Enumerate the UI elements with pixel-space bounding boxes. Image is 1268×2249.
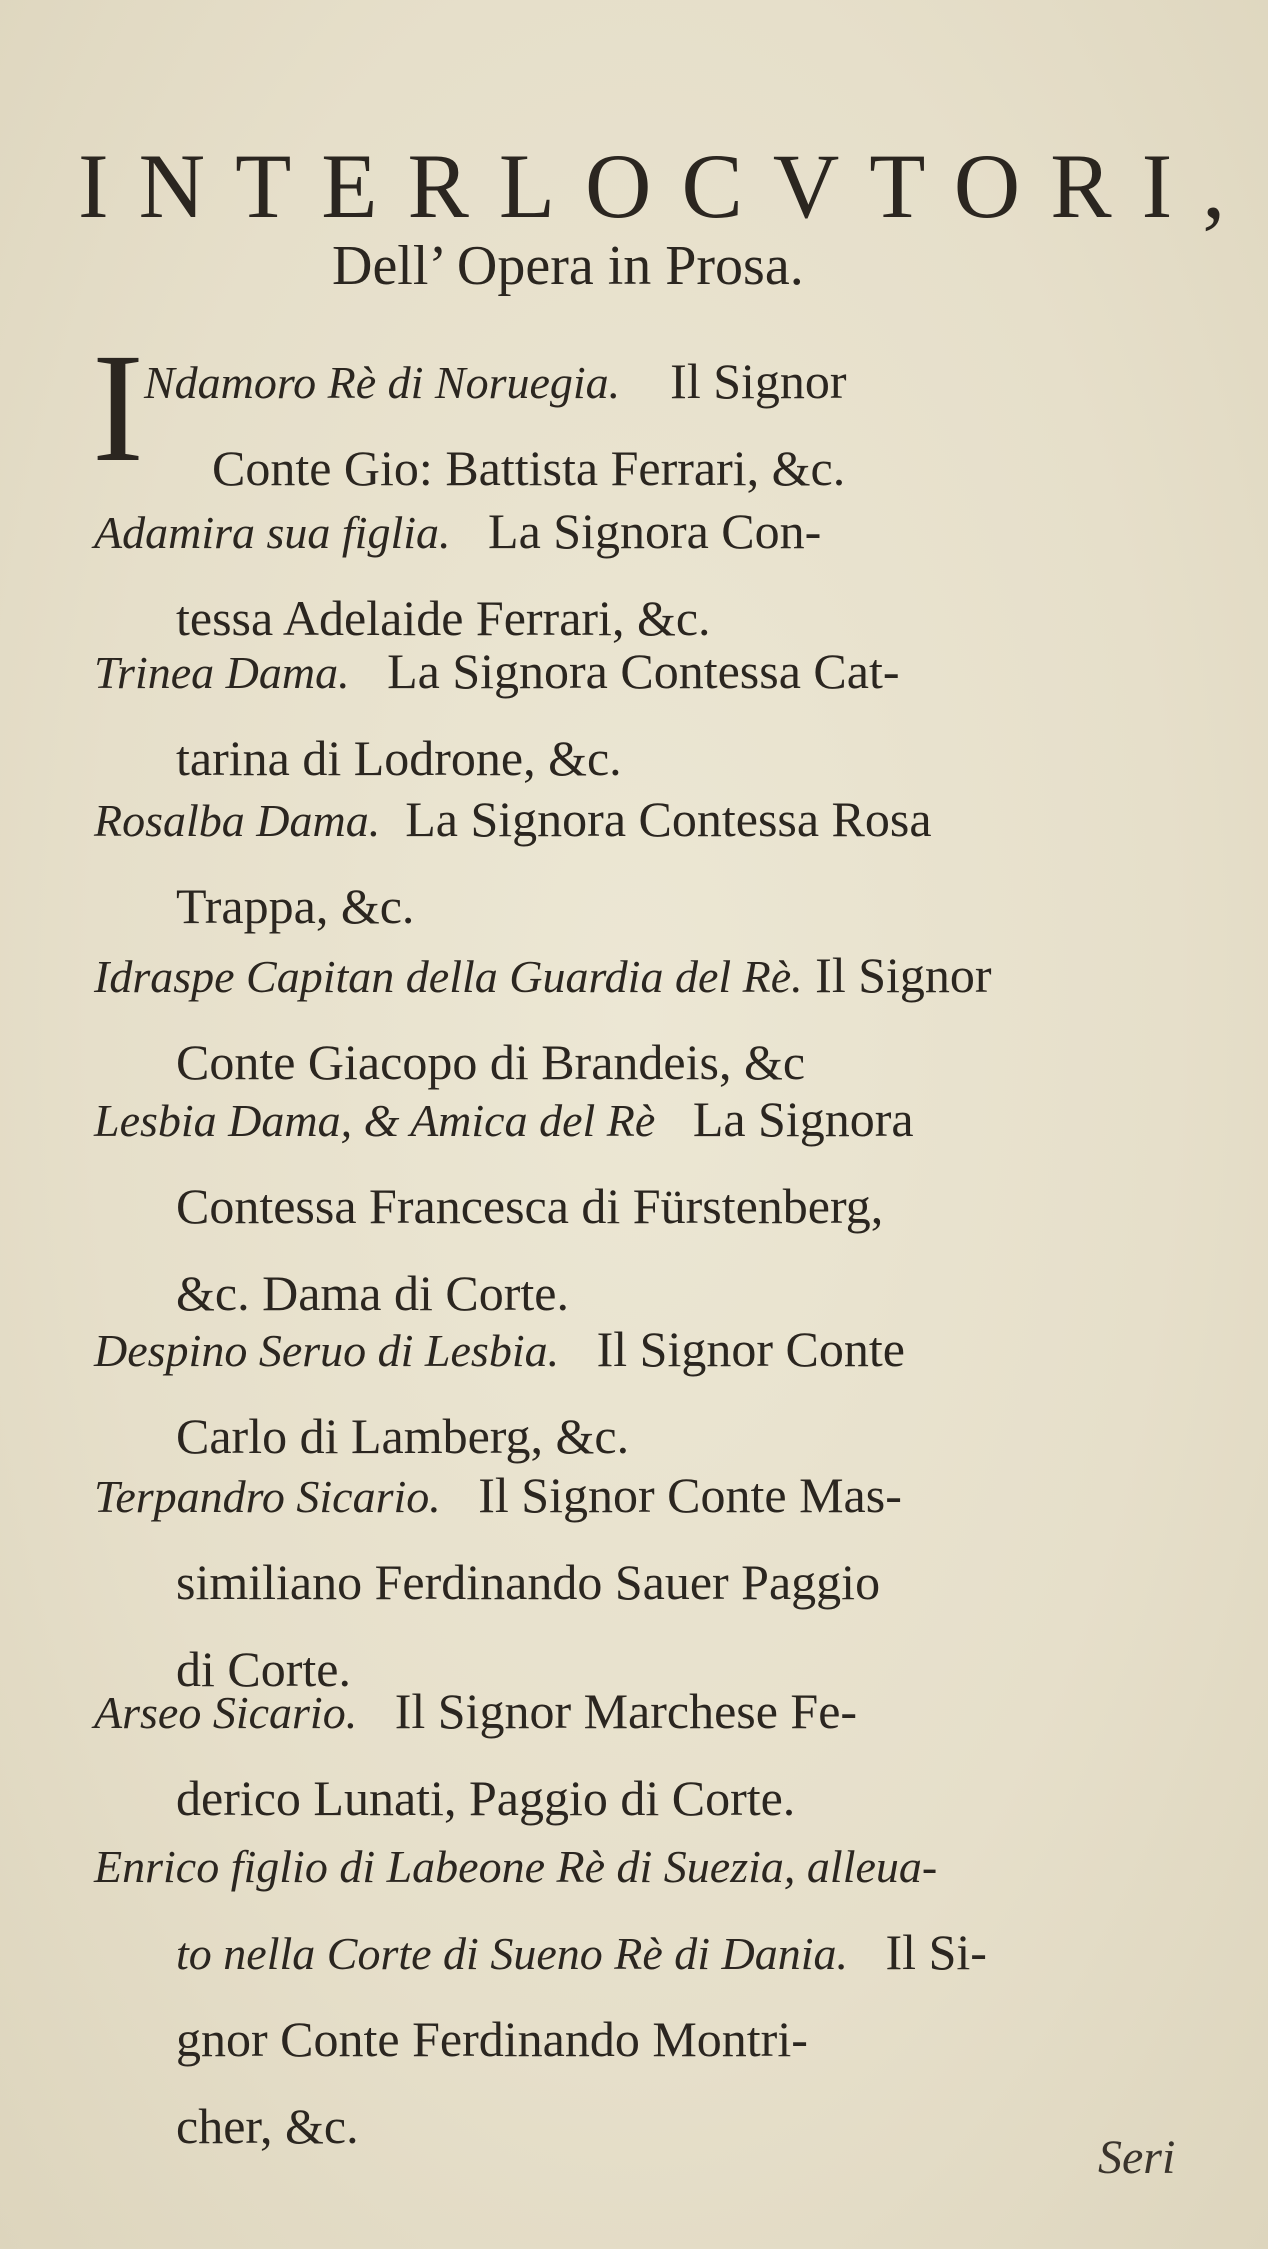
actor-name: La Signora xyxy=(692,1091,914,1147)
actor-name-continued: gnor Conte Ferdinando Montri- xyxy=(176,2011,808,2067)
actor-name: La Signora Con- xyxy=(488,503,822,559)
character-role: Enrico figlio di Labeone Rè di Suezia, alleua- xyxy=(94,1841,938,1892)
actor-name-continued: di Corte. xyxy=(176,1641,351,1697)
character-role: Adamira sua figlia. xyxy=(94,507,451,558)
actor-name: La Signora Contessa Cat- xyxy=(387,643,900,699)
character-role: Idraspe Capitan della Guardia del Rè. xyxy=(94,951,803,1002)
actor-name: Il Signor Conte Mas- xyxy=(478,1467,902,1523)
actor-name-continued: derico Lunati, Paggio di Corte. xyxy=(176,1770,796,1826)
page-title: INTERLOCVTORI, xyxy=(78,135,1256,237)
character-role: Trinea Dama. xyxy=(94,647,350,698)
actor-name-continued: &c. Dama di Corte. xyxy=(176,1265,569,1321)
actor-name: Il Signor xyxy=(670,353,847,409)
character-role: Despino Seruo di Lesbia. xyxy=(94,1325,560,1376)
actor-name: Il Signor Marchese Fe- xyxy=(394,1683,858,1739)
character-role: Rosalba Dama. xyxy=(94,795,381,846)
drop-capital: I xyxy=(92,321,144,494)
actor-name-continued: tessa Adelaide Ferrari, &c. xyxy=(176,590,711,646)
actor-name: Il Signor Conte xyxy=(596,1321,905,1377)
actor-name: La Signora Contessa Rosa xyxy=(405,791,932,847)
character-role: Lesbia Dama, & Amica del Rè xyxy=(94,1095,656,1146)
cast-entry-indamoro xyxy=(94,338,1194,512)
cast-entry-enrico xyxy=(94,1822,1194,2170)
actor-name-continued: tarina di Lodrone, &c. xyxy=(176,730,622,786)
actor-name-continued: similiano Ferdinando Sauer Paggio xyxy=(176,1554,881,1610)
character-role: Arseo Sicario. xyxy=(94,1687,358,1738)
page-subtitle: Dell’ Opera in Prosa. xyxy=(332,235,804,297)
actor-name: Il Signor xyxy=(815,947,992,1003)
actor-name-continued: Conte Gio: Battista Ferrari, &c. xyxy=(212,440,846,496)
cast-entry-lesbia xyxy=(94,1076,1194,1337)
cast-entry-rosalba xyxy=(94,776,1194,950)
character-role: Ndamoro Rè di Noruegia. xyxy=(144,357,621,408)
actor-name-continued: Carlo di Lamberg, &c. xyxy=(176,1408,630,1464)
cast-entry-arseo xyxy=(94,1668,1194,1842)
actor-name-continued: Contessa Francesca di Fürstenberg, xyxy=(176,1178,884,1234)
catchword: Seri xyxy=(1098,2131,1176,2184)
actor-name-continued: cher, &c. xyxy=(176,2098,359,2154)
actor-name: Il Si- xyxy=(885,1924,987,1980)
character-role: Terpandro Sicario. xyxy=(94,1471,441,1522)
actor-name-continued: Conte Giacopo di Brandeis, &c xyxy=(176,1034,806,1090)
actor-name-continued: Trappa, &c. xyxy=(176,878,415,934)
character-role-continued: to nella Corte di Sueno Rè di Dania. xyxy=(176,1928,849,1979)
